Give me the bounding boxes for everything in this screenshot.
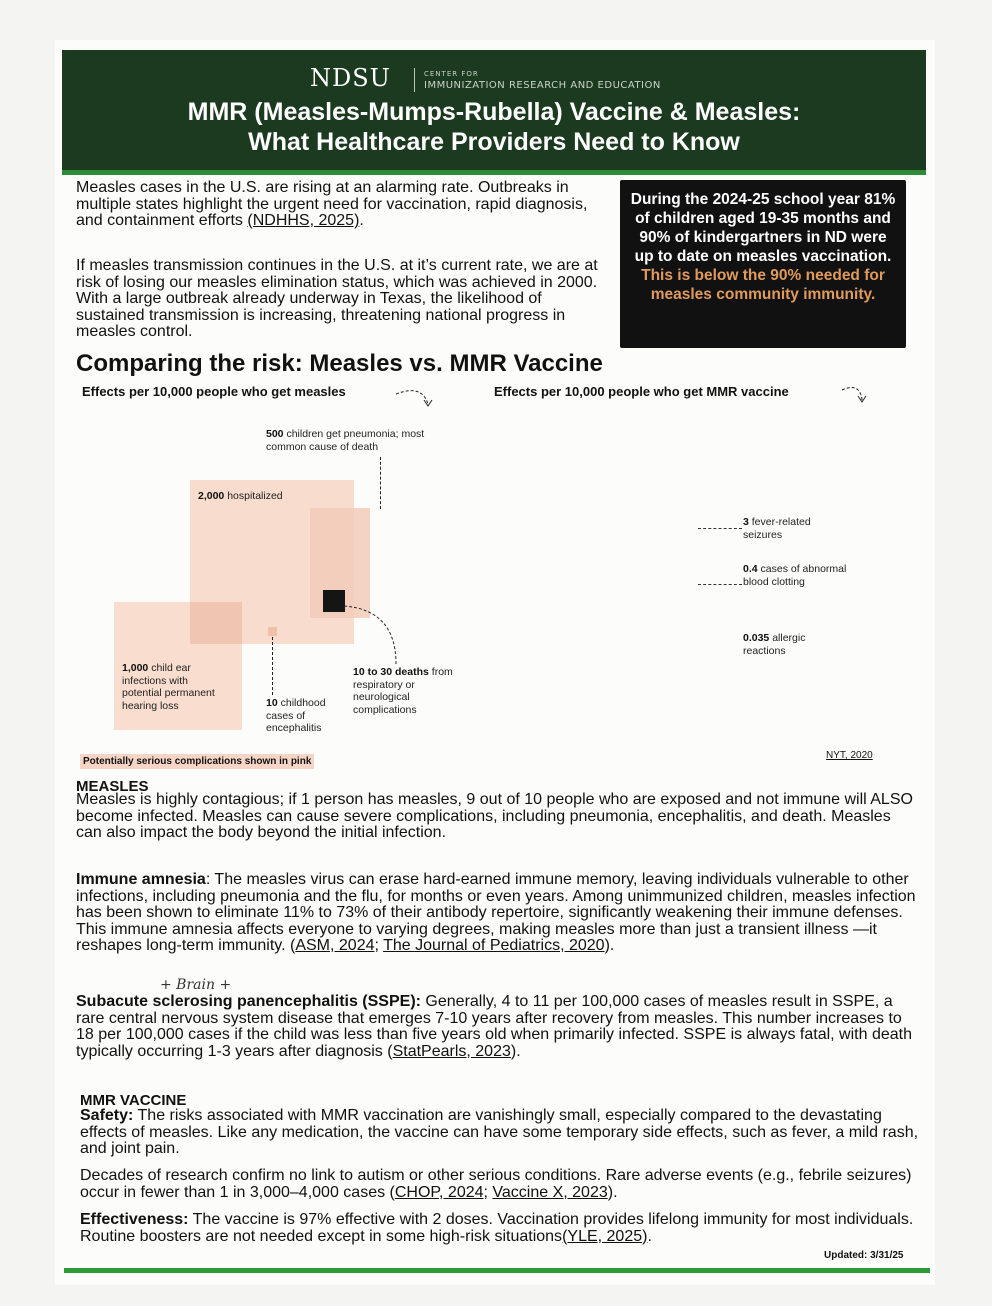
safety-paragraph: Safety: The risks associated with MMR vaccination are vanishingly small, especially compared to the devastating effects of measles. Like any medication, the vaccine can have some temporary side effects, such as fever, a mild rash, and joint pain. [80, 1107, 919, 1157]
updated-date: Updated: 3/31/25 [824, 1250, 904, 1261]
overlap-square [190, 602, 242, 644]
asm-citation-link[interactable]: ASM, 2024 [295, 937, 375, 954]
seizures-label: 3 fever-related seizures [743, 516, 811, 541]
deaths-label: 10 to 30 deaths from respiratory or neurological complications [353, 666, 453, 716]
hospitalized-label: 2,000 hospitalized [198, 490, 283, 502]
encephalitis-square [268, 627, 277, 636]
seizures-leader-line [698, 528, 742, 529]
encephalitis-leader-line [272, 637, 273, 695]
footer-divider [64, 1268, 930, 1273]
vaccine-caption: Effects per 10,000 people who get MMR vaccine [494, 384, 789, 399]
measles-caption-arrow [394, 386, 436, 410]
sspe-paragraph: Subacute sclerosing panencephalitis (SSPE): Generally, 4 to 11 per 100,000 cases of measles result in SSPE, a rare central nervous system disease that emerges 7-10 years after recovery from measles. This number increases to 18 per 100,000 cases if the child was less than five years old when primarily infected. SSPE is always fatal, with death typically occurring 1-3 years after diagnosis (StatPearls, 2023). [76, 993, 912, 1060]
clotting-leader-line [698, 584, 742, 585]
allergic-label: 0.035 allergic reactions [743, 632, 806, 657]
pneumonia-leader-line [380, 457, 381, 509]
ear-infection-label: 1,000 child ear infections with potential permanent hearing loss [122, 662, 215, 712]
pink-complications-note: Potentially serious complications shown in pink [80, 754, 314, 769]
clotting-label: 0.4 cases of abnormal blood clotting [743, 563, 847, 588]
handwritten-brain-note: + Brain + [160, 977, 232, 993]
yle-citation-link[interactable]: (YLE, 2025) [562, 1227, 648, 1245]
deaths-leader-line [340, 600, 410, 666]
research-paragraph: Decades of research confirm no link to autism or other serious conditions. Rare adverse events (e.g., febrile seizures) occur in fewer than 1 in 3,000–4,000 cases (CHOP, 2024; Vaccine X, 2023). [80, 1167, 912, 1201]
callout-text: During the 2024-25 school year 81% of children aged 19-35 months and 90% of kindergartners in ND were up to date on measles vaccination. [630, 191, 896, 265]
intro-paragraph-1: Measles cases in the U.S. are rising at an alarming rate. Outbreaks in multiple states highlight the urgent need for vaccination, rapid diagnosis, and containment efforts (NDHHS, 2025). [76, 179, 588, 229]
comparison-title: Comparing the risk: Measles vs. MMR Vaccine [76, 350, 603, 377]
vaccination-rate-callout [620, 180, 906, 348]
page-title-line1: MMR (Measles-Mumps-Rubella) Vaccine & Measles: [187, 98, 801, 126]
page-title-line2: What Healthcare Providers Need to Know [248, 128, 740, 156]
immune-amnesia-paragraph: Immune amnesia: The measles virus can erase hard-earned immune memory, leaving individuals vulnerable to other infections, including pneumonia and the flu, for months or even years. Among unimmunized children, measles infection has been shown to eliminate 11% to 73% of their antibody repertoire, significantly weakening their immune defenses. This immune amnesia affects everyone to varying degrees, making measles more than just a transient illness —it reshapes long-term immunity. (ASM, 2024; The Journal of Pediatrics, 2020). [76, 871, 916, 954]
statpearls-citation-link[interactable]: StatPearls, 2023 [392, 1042, 511, 1060]
callout-highlight: This is below the 90% needed for measles community immunity. [641, 267, 885, 303]
intro-paragraph-2: If measles transmission continues in the U.S. at it’s current rate, we are at risk of losing our measles elimination status, which was achieved in 2000. With a large outbreak already underway in Texas, the likelihood of sustained transmission is increasing, threatening national progress in measles control. [76, 257, 598, 340]
chop-citation-link[interactable]: CHOP, 2024 [394, 1183, 484, 1201]
measles-caption: Effects per 10,000 people who get measles [82, 384, 346, 399]
logo-divider [414, 68, 415, 92]
pneumonia-label: 500 children get pneumonia; most common cause of death [266, 428, 425, 453]
pediatrics-citation-link[interactable]: The Journal of Pediatrics, 2020 [383, 937, 605, 954]
ndhhs-citation-link[interactable]: (NDHHS, 2025) [247, 212, 360, 229]
vaccinex-citation-link[interactable]: Vaccine X, 2023 [492, 1183, 608, 1201]
measles-paragraph: Measles is highly contagious; if 1 person has measles, 9 out of 10 people who are exposed and not immune will ALSO become infected. Measles can cause severe complications, including pneumonia, encephalitis, and death. Measles can also impact the body beyond the initial infection. [76, 791, 913, 841]
vaccine-caption-arrow [840, 384, 870, 408]
mmr-vaccine-heading: MMR VACCINE [80, 1092, 187, 1109]
ndsu-logo: NDSU [310, 64, 391, 92]
nyt-source-link[interactable]: NYT, 2020 [826, 750, 873, 761]
center-name: IMMUNIZATION RESEARCH AND EDUCATION [424, 80, 661, 91]
encephalitis-label: 10 childhood cases of encephalitis [266, 697, 326, 734]
effectiveness-paragraph: Effectiveness: The vaccine is 97% effective with 2 doses. Vaccination provides lifelong immunity for most individuals. Routine boosters are not needed except in some high-risk situations(YLE, 2025). [80, 1211, 914, 1245]
measles-heading: MEASLES [76, 778, 149, 795]
page-header [62, 50, 926, 175]
center-label: CENTER FOR [424, 70, 479, 78]
